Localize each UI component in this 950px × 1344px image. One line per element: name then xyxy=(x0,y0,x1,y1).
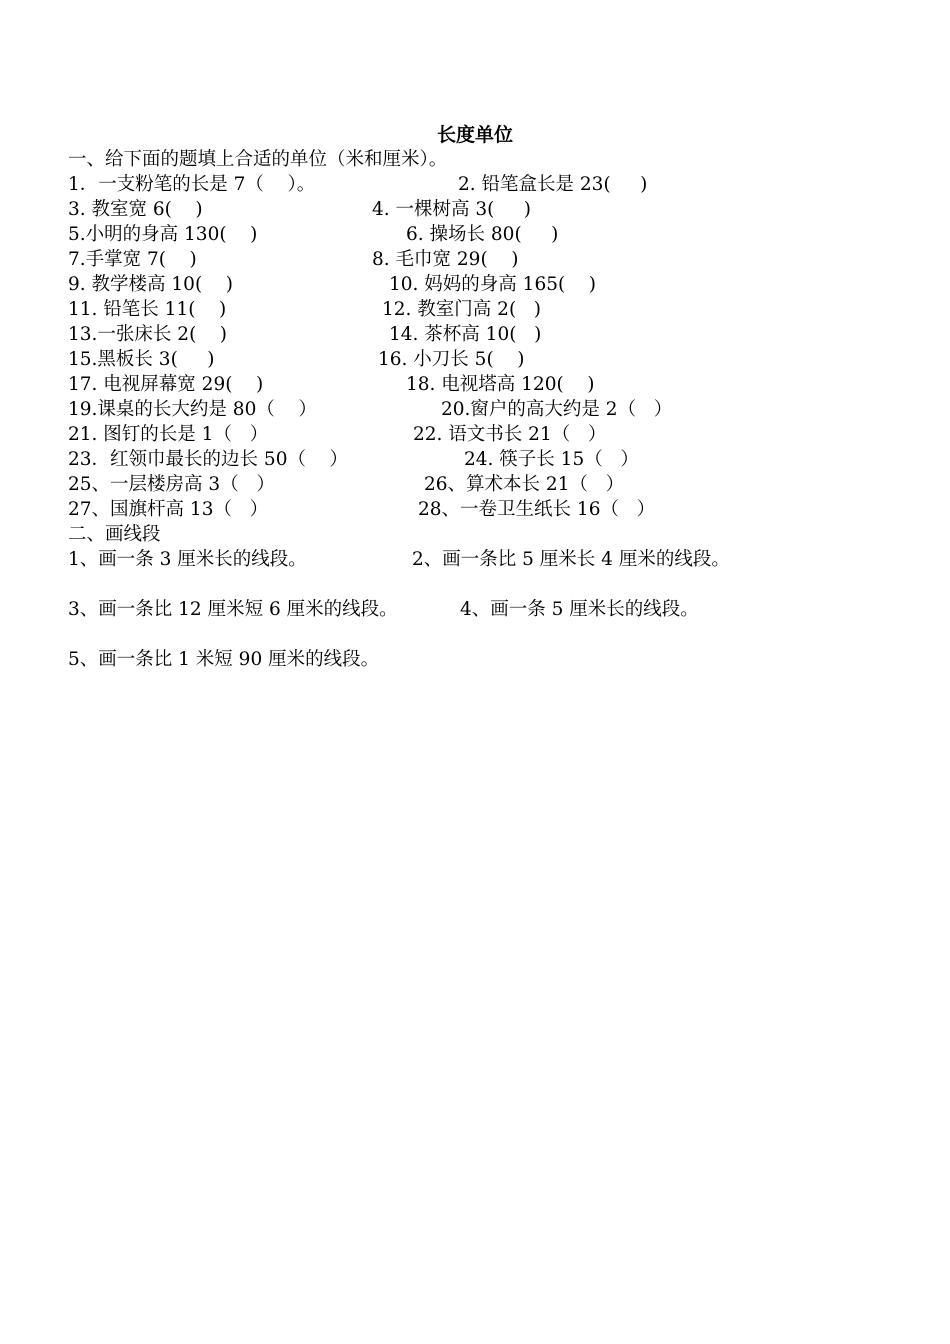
question-24: 24. 筷子长 15（ ） xyxy=(464,449,639,470)
question-7: 7.手掌宽 7( ) xyxy=(68,249,197,270)
question-20: 20.窗户的高大约是 2（ ） xyxy=(441,399,673,420)
question-13: 13.一张床长 2( ) xyxy=(68,324,228,345)
question-23: 23．红领巾最长的边长 50（ ） xyxy=(68,449,348,470)
question-21: 21. 图钉的长是 1（ ） xyxy=(68,424,269,445)
draw-question-2: 2、画一条比 5 厘米长 4 厘米的线段。 xyxy=(412,549,730,570)
section2-heading: 二、画线段 xyxy=(68,524,161,545)
draw-question-5: 5、画一条比 1 米短 90 厘米的线段。 xyxy=(68,649,380,670)
question-11: 11. 铅笔长 11( ) xyxy=(68,299,227,320)
question-12: 12. 教室门高 2( ) xyxy=(382,299,542,320)
question-28: 28、一卷卫生纸长 16（ ） xyxy=(418,499,656,520)
question-5: 5.小明的身高 130( ) xyxy=(68,224,258,245)
question-22: 22. 语文书长 21（ ） xyxy=(413,424,607,445)
question-14: 14. 茶杯高 10( ) xyxy=(389,324,542,345)
question-3: 3. 教室宽 6( ) xyxy=(68,199,203,220)
question-6: 6. 操场长 80( ) xyxy=(406,224,559,245)
question-26: 26、算术本长 21（ ） xyxy=(424,474,625,495)
question-15: 15.黑板长 3( ) xyxy=(68,349,215,370)
draw-question-3: 3、画一条比 12 厘米短 6 厘米的线段。 xyxy=(68,599,398,620)
question-19: 19.课桌的长大约是 80（ ） xyxy=(68,399,317,420)
page-title: 长度单位 xyxy=(436,124,513,146)
draw-question-1: 1、画一条 3 厘米长的线段。 xyxy=(68,549,307,570)
question-27: 27、国旗杆高 13（ ） xyxy=(68,499,269,520)
question-4: 4. 一棵树高 3( ) xyxy=(372,199,532,220)
question-17: 17. 电视屏幕宽 29( ) xyxy=(68,374,264,395)
question-10: 10. 妈妈的身高 165( ) xyxy=(389,274,596,295)
question-18: 18. 电视塔高 120( ) xyxy=(406,374,595,395)
draw-question-4: 4、画一条 5 厘米长的线段。 xyxy=(460,599,699,620)
section1-heading: 一、给下面的题填上合适的单位（米和厘米）。 xyxy=(68,149,448,170)
question-9: 9. 教学楼高 10( ) xyxy=(68,274,233,295)
question-8: 8. 毛巾宽 29( ) xyxy=(372,249,519,270)
question-16: 16. 小刀长 5( ) xyxy=(378,349,525,370)
question-2: 2. 铅笔盒长是 23( ) xyxy=(458,174,648,195)
question-25: 25、一层楼房高 3（ ） xyxy=(68,474,275,495)
question-1: 1．一支粉笔的长是 7（ ）。 xyxy=(68,174,316,195)
